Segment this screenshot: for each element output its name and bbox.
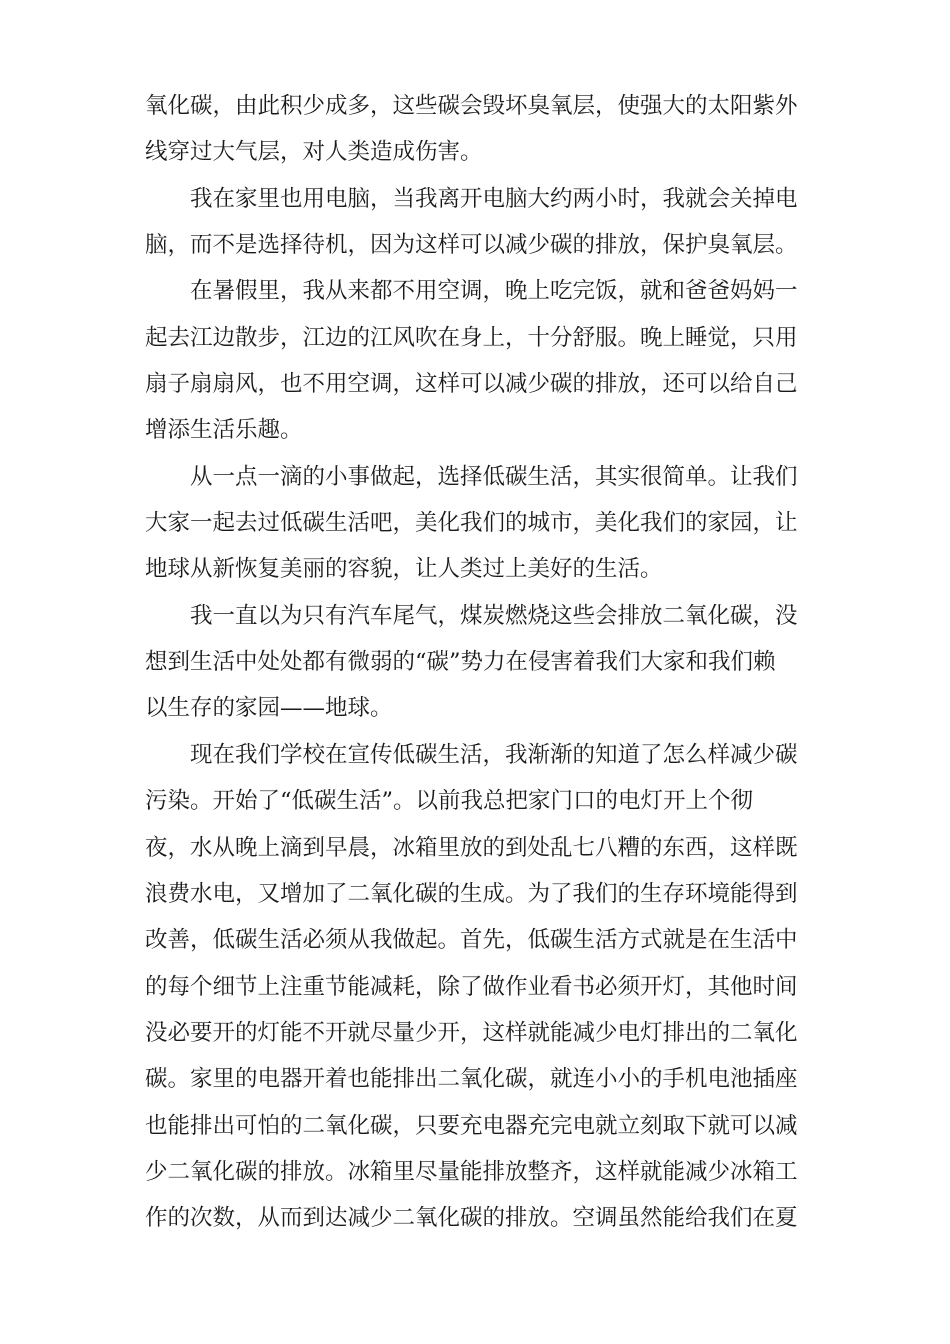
body-text	[145, 83, 805, 1242]
text-line: 浪费水电，又增加了二氧化碳的生成。为了我们的生存环境能得到	[145, 880, 798, 907]
text-line: 夜，水从晚上滴到早晨，冰箱里放的到处乱七八糟的东西，这样既	[145, 834, 798, 861]
text-line: 的每个细节上注重节能减耗，除了做作业看书必须开灯，其他时间	[145, 973, 798, 1000]
text-line: 少二氧化碳的排放。冰箱里尽量能排放整齐，这样就能减少冰箱工	[145, 1158, 798, 1185]
text-line: 改善，低碳生活必须从我做起。首先，低碳生活方式就是在生活中	[145, 927, 798, 954]
text-line: 起去江边散步，江边的江风吹在身上，十分舒服。晚上睡觉，只用	[145, 324, 798, 351]
text-line: 我在家里也用电脑，当我离开电脑大约两小时，我就会关掉电	[145, 185, 798, 212]
text-line: 以生存的家园——地球。	[145, 695, 393, 722]
text-line: 想到生活中处处都有微弱的“碳”势力在侵害着我们大家和我们赖	[145, 649, 776, 676]
text-line: 线穿过大气层，对人类造成伤害。	[145, 139, 483, 166]
text-line: 地球从新恢复美丽的容貌，让人类过上美好的生活。	[145, 556, 663, 583]
text-line: 大家一起去过低碳生活吧，美化我们的城市，美化我们的家园，让	[145, 510, 798, 537]
text-line: 也能排出可怕的二氧化碳，只要充电器充完电就立刻取下就可以减	[145, 1112, 798, 1139]
text-line: 氧化碳，由此积少成多，这些碳会毁坏臭氧层，使强大的太阳紫外	[145, 93, 798, 119]
text-line: 没必要开的灯能不开就尽量少开，这样就能减少电灯排出的二氧化	[145, 1019, 798, 1046]
text-line: 我一直以为只有汽车尾气，煤炭燃烧这些会排放二氧化碳，没	[145, 602, 798, 629]
text-line: 从一点一滴的小事做起，选择低碳生活，其实很简单。让我们	[145, 463, 798, 490]
text-line: 增添生活乐趣。	[145, 417, 303, 444]
text-line: 现在我们学校在宣传低碳生活，我渐渐的知道了怎么样减少碳	[145, 741, 798, 768]
text-line: 碳。家里的电器开着也能排出二氧化碳，就连小小的手机电池插座	[145, 1066, 798, 1093]
text-line: 作的次数，从而到达减少二氧化碳的排放。空调虽然能给我们在夏	[145, 1205, 798, 1232]
text-line: 脑，而不是选择待机，因为这样可以减少碳的排放，保护臭氧层。	[145, 232, 798, 259]
text-line: 在暑假里，我从来都不用空调，晚上吃完饭，就和爸爸妈妈一	[145, 278, 798, 305]
text-line: 扇子扇扇风，也不用空调，这样可以减少碳的排放，还可以给自己	[145, 371, 798, 398]
text-line: 污染。开始了“低碳生活”。以前我总把家门口的电灯开上个彻	[145, 788, 754, 815]
